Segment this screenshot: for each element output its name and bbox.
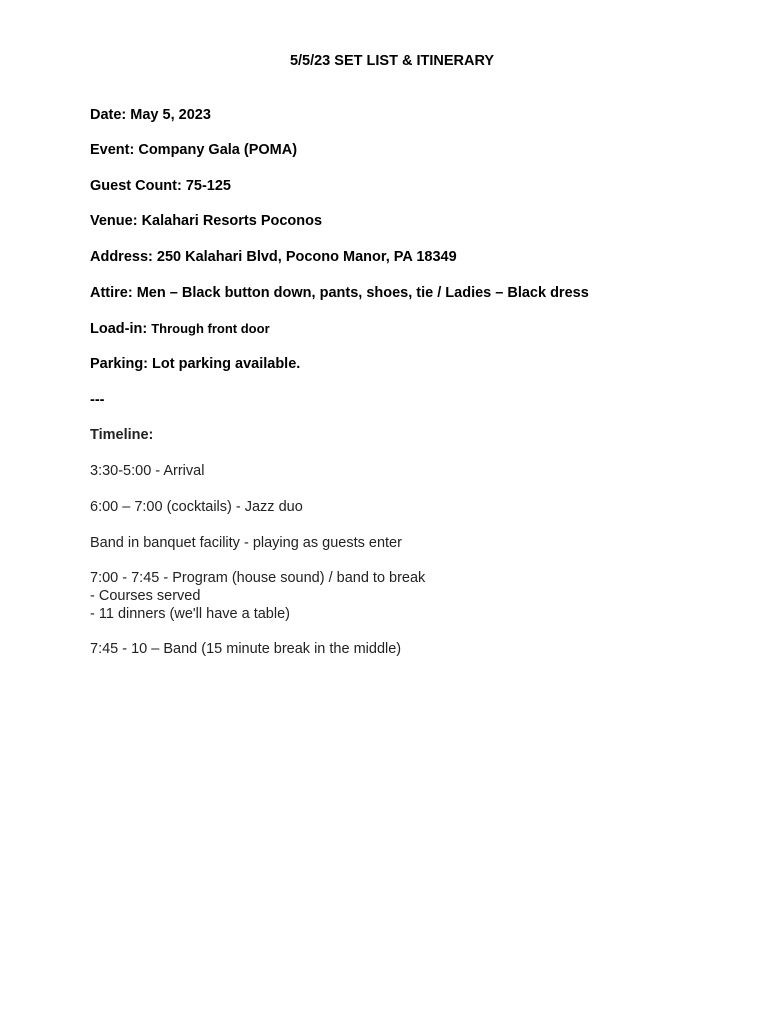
timeline-courses: - Courses served <box>90 588 201 604</box>
timeline-heading: Timeline: <box>90 427 154 443</box>
separator: --- <box>90 392 105 408</box>
timeline-program: 7:00 - 7:45 - Program (house sound) / band to break <box>90 570 426 586</box>
venue-line: Venue: Kalahari Resorts Poconos <box>90 213 323 229</box>
timeline-dinners: - 11 dinners (we'll have a table) <box>90 606 290 622</box>
guest-count-line: Guest Count: 75-125 <box>90 178 231 194</box>
parking-line: Parking: Lot parking available. <box>90 356 301 372</box>
attire-line: Attire: Men – Black button down, pants, shoes, tie / Ladies – Black dress <box>90 285 589 301</box>
timeline-band: 7:45 - 10 – Band (15 minute break in the middle) <box>90 641 402 657</box>
load-in-line <box>90 320 270 338</box>
timeline-arrival: 3:30-5:00 - Arrival <box>90 463 205 479</box>
document-title: 5/5/23 SET LIST & ITINERARY <box>289 53 495 69</box>
timeline-cocktails: 6:00 – 7:00 (cocktails) - Jazz duo <box>90 499 303 515</box>
load-in-value: Through front door <box>151 321 270 336</box>
date-line: Date: May 5, 2023 <box>90 107 211 123</box>
timeline-banquet: Band in banquet facility - playing as guests enter <box>90 535 402 551</box>
load-in-label: Load-in: <box>90 321 148 337</box>
event-line: Event: Company Gala (POMA) <box>90 142 298 158</box>
address-line: Address: 250 Kalahari Blvd, Pocono Manor, PA 18349 <box>90 249 457 265</box>
